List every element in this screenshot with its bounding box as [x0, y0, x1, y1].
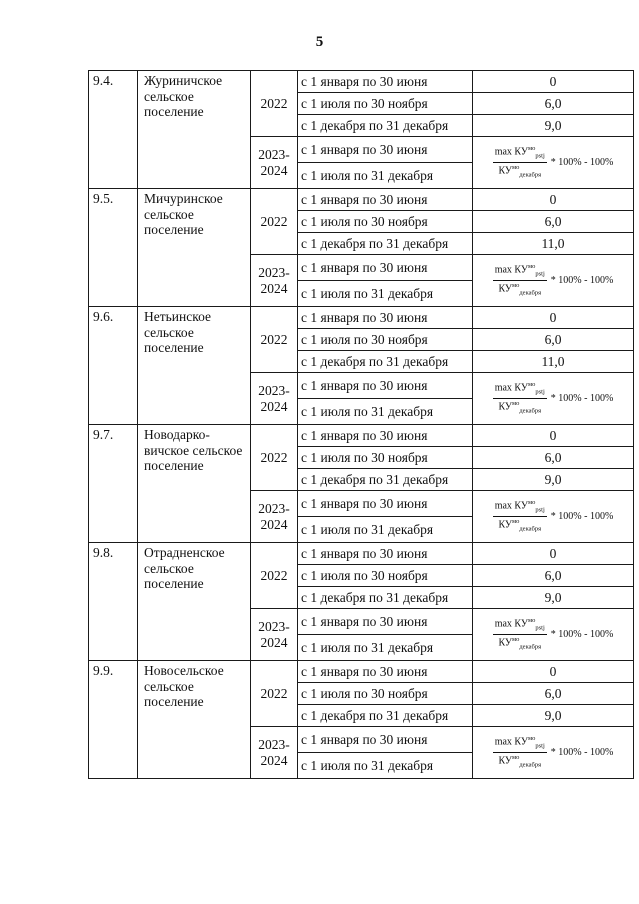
- period-cell: с 1 июля по 31 декабря: [298, 635, 473, 661]
- formula-tail: * 100% - 100%: [550, 274, 614, 286]
- table-row: [89, 189, 634, 211]
- period-cell: с 1 января по 30 июня: [298, 71, 473, 93]
- formula-numerator: $\max КУ^{мо}_{pstj}$: [493, 264, 547, 281]
- value-cell: 6,0: [473, 329, 634, 351]
- formula-cell: [473, 491, 634, 543]
- value-cell: 0: [473, 189, 634, 211]
- period-cell: с 1 июля по 30 ноября: [298, 565, 473, 587]
- formula-denominator: $КУ^{мо}_{декабря}$: [498, 400, 542, 415]
- formula-cell: [473, 609, 634, 661]
- value-cell: 11,0: [473, 233, 634, 255]
- year-cell: 2022: [251, 189, 298, 255]
- formula-fraction: [493, 618, 547, 651]
- formula-denominator: $КУ^{мо}_{декабря}$: [498, 636, 542, 651]
- formula-fraction: [493, 736, 547, 769]
- period-cell: с 1 июля по 30 ноября: [298, 211, 473, 233]
- period-cell: с 1 июля по 31 декабря: [298, 163, 473, 189]
- item-number: 9.5.: [89, 189, 138, 307]
- table-row: [89, 543, 634, 565]
- period-cell: с 1 июля по 30 ноября: [298, 93, 473, 115]
- formula-numerator: $\max КУ^{мо}_{pstj}$: [493, 736, 547, 753]
- value-cell: 6,0: [473, 447, 634, 469]
- value-cell: 0: [473, 425, 634, 447]
- period-cell: с 1 января по 30 июня: [298, 255, 473, 281]
- value-cell: 9,0: [473, 469, 634, 491]
- value-cell: 6,0: [473, 565, 634, 587]
- formula-cell: [473, 255, 634, 307]
- period-cell: с 1 июля по 31 декабря: [298, 281, 473, 307]
- item-number: 9.8.: [89, 543, 138, 661]
- percent-formula: [473, 736, 633, 769]
- percent-formula: [473, 618, 633, 651]
- year-range-cell: 2023-2024: [251, 491, 298, 543]
- period-cell: с 1 января по 30 июня: [298, 307, 473, 329]
- formula-tail: * 100% - 100%: [550, 746, 614, 758]
- year-cell: 2022: [251, 543, 298, 609]
- period-cell: с 1 декабря по 31 декабря: [298, 115, 473, 137]
- period-cell: с 1 января по 30 июня: [298, 609, 473, 635]
- formula-fraction: [493, 500, 547, 533]
- value-cell: 6,0: [473, 93, 634, 115]
- year-range-cell: 2023-2024: [251, 373, 298, 425]
- formula-numerator: $\max КУ^{мо}_{pstj}$: [493, 382, 547, 399]
- formula-tail: * 100% - 100%: [550, 510, 614, 522]
- percent-formula: [473, 382, 633, 415]
- period-cell: с 1 декабря по 31 декабря: [298, 705, 473, 727]
- year-range-cell: 2023-2024: [251, 609, 298, 661]
- year-cell: 2022: [251, 425, 298, 491]
- settlement-name: Нетьинское сельское поселение: [138, 307, 251, 425]
- period-cell: с 1 декабря по 31 декабря: [298, 351, 473, 373]
- period-cell: с 1 июля по 30 ноября: [298, 329, 473, 351]
- year-cell: 2022: [251, 661, 298, 727]
- formula-numerator: $\max КУ^{мо}_{pstj}$: [493, 500, 547, 517]
- period-cell: с 1 декабря по 31 декабря: [298, 233, 473, 255]
- settlement-name: Новодарко-вичское сельское поселение: [138, 425, 251, 543]
- period-cell: с 1 июля по 30 ноября: [298, 683, 473, 705]
- settlement-name: Отрадненское сельское поселение: [138, 543, 251, 661]
- period-cell: с 1 января по 30 июня: [298, 491, 473, 517]
- settlement-name: Новосельское сельское поселение: [138, 661, 251, 779]
- formula-tail: * 100% - 100%: [550, 392, 614, 404]
- settlement-table: [88, 70, 634, 779]
- percent-formula: [473, 146, 633, 179]
- year-range-cell: 2023-2024: [251, 255, 298, 307]
- period-cell: с 1 января по 30 июня: [298, 727, 473, 753]
- formula-tail: * 100% - 100%: [550, 628, 614, 640]
- formula-fraction: [493, 382, 547, 415]
- period-cell: с 1 января по 30 июня: [298, 137, 473, 163]
- value-cell: 9,0: [473, 115, 634, 137]
- value-cell: 6,0: [473, 211, 634, 233]
- period-cell: с 1 января по 30 июня: [298, 373, 473, 399]
- period-cell: с 1 июля по 31 декабря: [298, 753, 473, 779]
- value-cell: 11,0: [473, 351, 634, 373]
- item-number: 9.7.: [89, 425, 138, 543]
- table-body: [89, 71, 634, 779]
- page-number: 5: [315, 34, 324, 50]
- period-cell: с 1 января по 30 июня: [298, 189, 473, 211]
- formula-numerator: $\max КУ^{мо}_{pstj}$: [493, 618, 547, 635]
- item-number: 9.9.: [89, 661, 138, 779]
- formula-cell: [473, 137, 634, 189]
- year-cell: 2022: [251, 71, 298, 137]
- formula-denominator: $КУ^{мо}_{декабря}$: [498, 282, 542, 297]
- formula-fraction: [493, 264, 547, 297]
- percent-formula: [473, 500, 633, 533]
- period-cell: с 1 декабря по 31 декабря: [298, 587, 473, 609]
- formula-denominator: $КУ^{мо}_{декабря}$: [498, 754, 542, 769]
- year-range-cell: 2023-2024: [251, 137, 298, 189]
- item-number: 9.6.: [89, 307, 138, 425]
- settlement-name: Журиничское сельское поселение: [138, 71, 251, 189]
- period-cell: с 1 января по 30 июня: [298, 661, 473, 683]
- value-cell: 0: [473, 71, 634, 93]
- formula-denominator: $КУ^{мо}_{декабря}$: [498, 164, 542, 179]
- item-number: 9.4.: [89, 71, 138, 189]
- period-cell: с 1 июля по 31 декабря: [298, 399, 473, 425]
- table-row: [89, 661, 634, 683]
- formula-numerator: $\max КУ^{мо}_{pstj}$: [493, 146, 547, 163]
- formula-fraction: [493, 146, 547, 179]
- table-row: [89, 307, 634, 329]
- value-cell: 0: [473, 543, 634, 565]
- percent-formula: [473, 264, 633, 297]
- table-row: [89, 425, 634, 447]
- period-cell: с 1 декабря по 31 декабря: [298, 469, 473, 491]
- value-cell: 9,0: [473, 705, 634, 727]
- formula-cell: [473, 727, 634, 779]
- table-row: [89, 71, 634, 93]
- period-cell: с 1 января по 30 июня: [298, 543, 473, 565]
- formula-denominator: $КУ^{мо}_{декабря}$: [498, 518, 542, 533]
- formula-tail: * 100% - 100%: [550, 156, 614, 168]
- formula-cell: [473, 373, 634, 425]
- value-cell: 0: [473, 307, 634, 329]
- settlement-name: Мичуринское сельское поселение: [138, 189, 251, 307]
- year-range-cell: 2023-2024: [251, 727, 298, 779]
- value-cell: 9,0: [473, 587, 634, 609]
- value-cell: 6,0: [473, 683, 634, 705]
- value-cell: 0: [473, 661, 634, 683]
- period-cell: с 1 июля по 31 декабря: [298, 517, 473, 543]
- period-cell: с 1 июля по 30 ноября: [298, 447, 473, 469]
- year-cell: 2022: [251, 307, 298, 373]
- period-cell: с 1 января по 30 июня: [298, 425, 473, 447]
